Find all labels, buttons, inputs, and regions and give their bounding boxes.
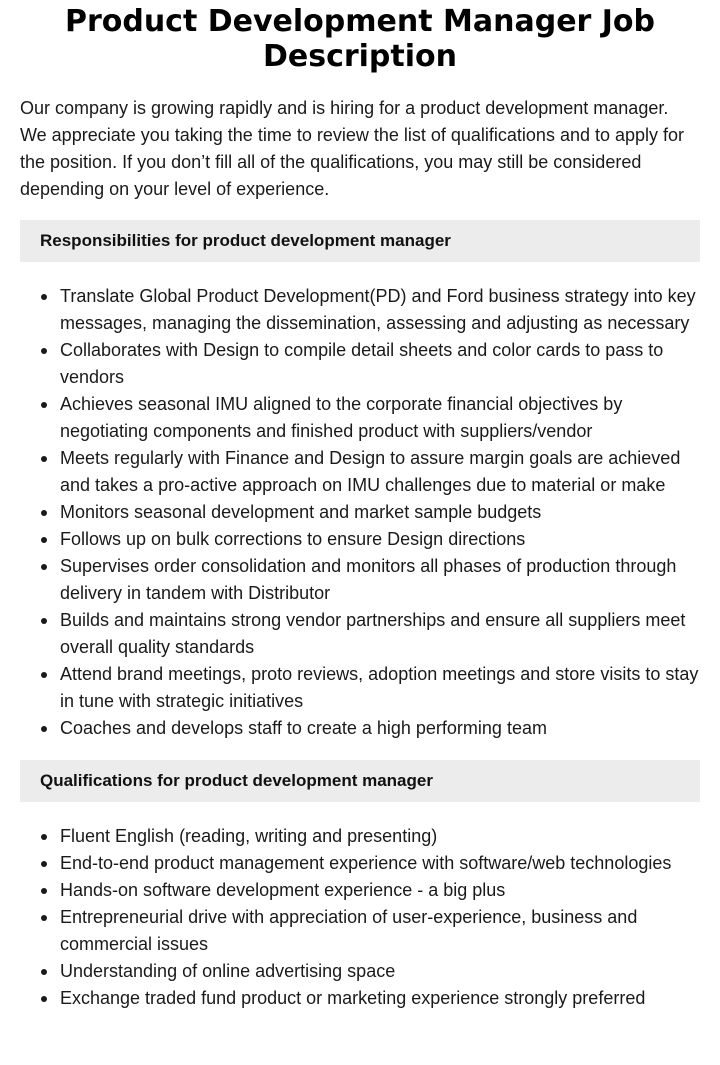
list-item xyxy=(20,283,700,337)
responsibilities-list xyxy=(20,283,700,742)
list-item-text: Monitors seasonal development and market sample budgets xyxy=(60,502,542,522)
list-item xyxy=(20,499,700,526)
bullet-icon xyxy=(41,456,47,462)
list-item-text: Coaches and develops staff to create a high performing team xyxy=(60,718,547,738)
list-item-text: Entrepreneurial drive with appreciation of user-experience, business and commercial issues xyxy=(60,907,638,954)
bullet-icon xyxy=(41,726,47,732)
list-item-text: Understanding of online advertising space xyxy=(60,961,396,981)
list-item-text: Builds and maintains strong vendor partnerships and ensure all suppliers meet overall quality standards xyxy=(60,610,686,657)
list-item xyxy=(20,445,700,499)
bullet-icon xyxy=(41,969,47,975)
bullet-icon xyxy=(41,537,47,543)
list-item xyxy=(20,661,700,715)
list-item-text: Follows up on bulk corrections to ensure Design directions xyxy=(60,529,526,549)
list-item-text: Hands-on software development experience - a big plus xyxy=(60,880,506,900)
list-item-text: Achieves seasonal IMU aligned to the corporate financial objectives by negotiating components and finished product with suppliers/vendor xyxy=(60,394,623,441)
bullet-icon xyxy=(41,996,47,1002)
bullet-icon xyxy=(41,402,47,408)
list-item-text: Translate Global Product Development(PD) and Ford business strategy into key messages, managing the dissemination, assessing and adjusting as necessary xyxy=(60,286,696,333)
bullet-icon xyxy=(41,861,47,867)
list-item xyxy=(20,877,700,904)
list-item xyxy=(20,553,700,607)
intro-paragraph: Our company is growing rapidly and is hiring for a product development manager. We appreciate you taking the time to review the list of qualifications and to apply for the position. If you don’t fill all of the qualifications, you may still be considered depending on your level of experience. xyxy=(20,98,685,199)
bullet-icon xyxy=(41,564,47,570)
bullet-icon xyxy=(41,672,47,678)
list-item-text: Meets regularly with Finance and Design to assure margin goals are achieved and takes a pro-active approach on IMU challenges due to material or make xyxy=(60,448,681,495)
list-item-text: End-to-end product management experience with software/web technologies xyxy=(60,853,672,873)
list-item xyxy=(20,526,700,553)
bullet-icon xyxy=(41,915,47,921)
list-item-text: Attend brand meetings, proto reviews, adoption meetings and store visits to stay in tune with strategic initiatives xyxy=(60,664,699,711)
bullet-icon xyxy=(41,618,47,624)
qualifications-list xyxy=(20,823,700,1012)
list-item xyxy=(20,850,700,877)
list-item xyxy=(20,958,700,985)
page-title: Product Development Manager Job Description xyxy=(64,4,656,74)
bullet-icon xyxy=(41,834,47,840)
list-item xyxy=(20,985,700,1012)
bullet-icon xyxy=(41,510,47,516)
bullet-icon xyxy=(41,888,47,894)
list-item xyxy=(20,904,700,958)
list-item-text: Collaborates with Design to compile detail sheets and color cards to pass to vendors xyxy=(60,340,664,387)
bullet-icon xyxy=(41,294,47,300)
list-item xyxy=(20,715,700,742)
list-item xyxy=(20,607,700,661)
list-item-text: Exchange traded fund product or marketing experience strongly preferred xyxy=(60,988,646,1008)
list-item-text: Supervises order consolidation and monitors all phases of production through delivery in tandem with Distributor xyxy=(60,556,677,603)
list-item-text: Fluent English (reading, writing and presenting) xyxy=(60,826,438,846)
qualifications-heading: Qualifications for product development manager xyxy=(20,760,700,802)
responsibilities-heading: Responsibilities for product development manager xyxy=(20,220,700,262)
list-item xyxy=(20,823,700,850)
list-item xyxy=(20,337,700,391)
list-item xyxy=(20,391,700,445)
bullet-icon xyxy=(41,348,47,354)
